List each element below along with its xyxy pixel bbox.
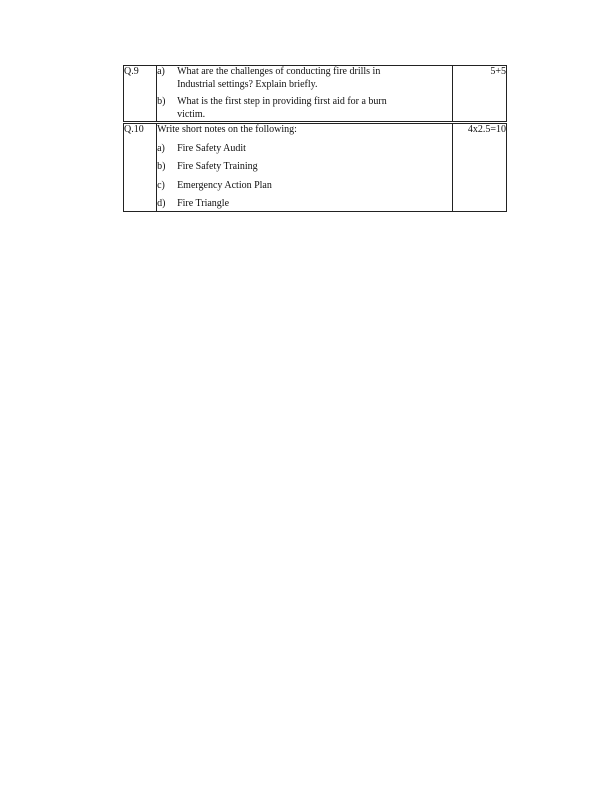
part-text: What is the first step in providing first aid for a burn victim. — [177, 96, 387, 120]
question-marks: 5+5 — [452, 66, 506, 123]
part-label: b) — [157, 161, 166, 172]
question-row — [124, 66, 507, 123]
part-text: Fire Triangle — [177, 198, 230, 209]
part-label: b) — [157, 96, 166, 107]
part-text: What are the challenges of conducting fire drills in Industrial settings? Explain briefly. — [177, 66, 381, 90]
part-text: Emergency Action Plan — [177, 179, 272, 191]
question-part — [157, 161, 452, 174]
part-label: a) — [157, 66, 165, 77]
part-text: Fire Safety Training — [177, 161, 258, 172]
question-number: Q.10 — [124, 123, 157, 212]
question-part — [157, 143, 452, 156]
part-label: a) — [157, 142, 165, 154]
question-part — [157, 198, 452, 211]
question-part — [157, 180, 452, 193]
question-part — [157, 66, 452, 91]
question-table — [123, 65, 507, 212]
part-label: d) — [157, 198, 166, 209]
question-row — [124, 123, 507, 212]
question-number: Q.9 — [124, 66, 157, 123]
question-body — [157, 123, 453, 212]
question-part — [157, 96, 452, 121]
part-text: Fire Safety Audit — [177, 142, 246, 154]
question-intro: Write short notes on the following: — [157, 124, 297, 135]
question-marks: 4x2.5=10 — [452, 123, 506, 212]
part-label: c) — [157, 179, 165, 191]
question-body — [157, 66, 453, 123]
